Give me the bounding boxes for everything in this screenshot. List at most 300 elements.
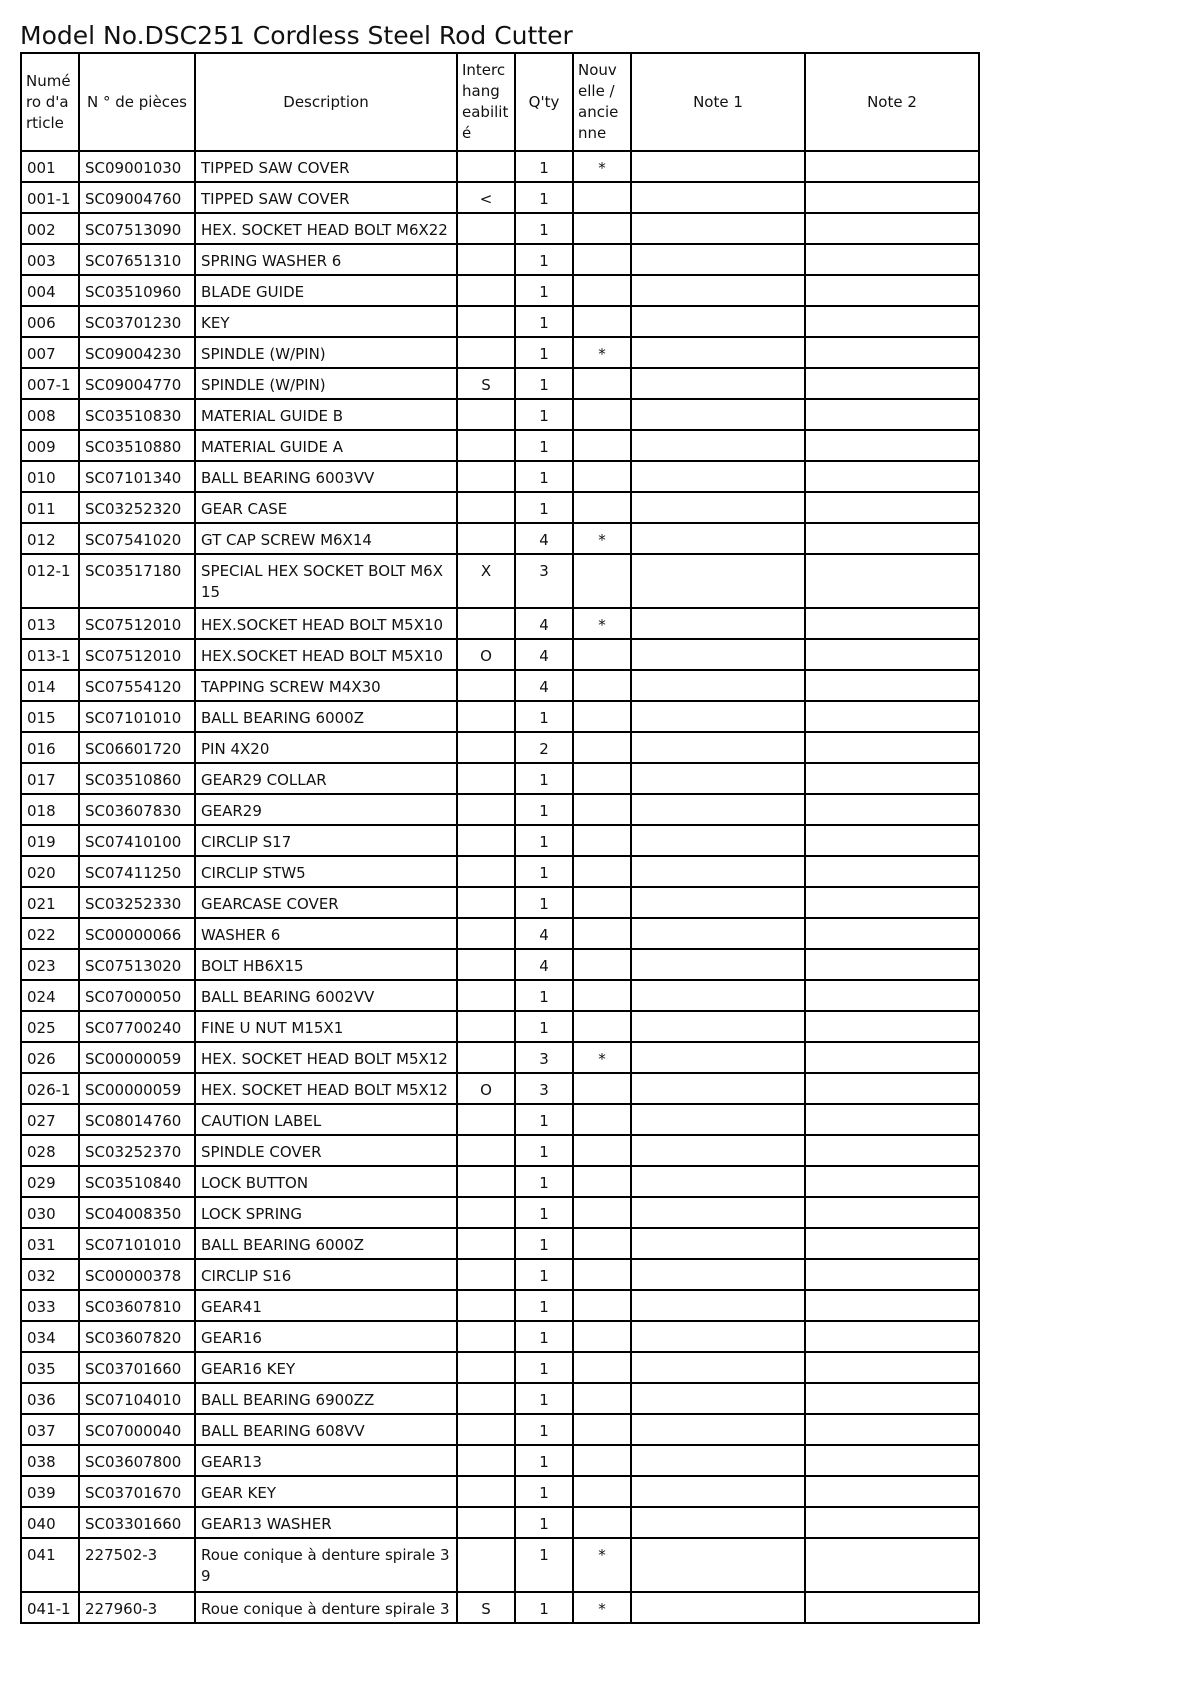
note-2-cell [805, 1414, 979, 1445]
note-1-cell [631, 763, 805, 794]
table-row [21, 492, 979, 523]
item-number-cell: 028 [21, 1135, 79, 1166]
note-2-cell [805, 523, 979, 554]
quantity-cell: 1 [515, 1476, 573, 1507]
new-old-cell: * [573, 337, 631, 368]
new-old-cell [573, 492, 631, 523]
description-cell: GEAR13 [195, 1445, 457, 1476]
note-1-cell [631, 1383, 805, 1414]
new-old-cell: * [573, 608, 631, 639]
description-cell: HEX.SOCKET HEAD BOLT M5X10 [195, 639, 457, 670]
item-number-cell: 021 [21, 887, 79, 918]
quantity-cell: 1 [515, 1228, 573, 1259]
table-row [21, 980, 979, 1011]
quantity-cell: 3 [515, 1073, 573, 1104]
interchangeability-cell [457, 608, 515, 639]
interchangeability-cell [457, 430, 515, 461]
description-cell: GEAR13 WASHER [195, 1507, 457, 1538]
note-2-cell [805, 1104, 979, 1135]
note-2-cell [805, 1073, 979, 1104]
interchangeability-cell [457, 151, 515, 182]
new-old-cell [573, 980, 631, 1011]
table-row [21, 1476, 979, 1507]
header-item-number: Numé ro d'a rticle [21, 53, 79, 151]
table-row [21, 1538, 979, 1592]
interchangeability-cell [457, 399, 515, 430]
item-number-cell: 018 [21, 794, 79, 825]
note-2-cell [805, 918, 979, 949]
note-1-cell [631, 182, 805, 213]
table-row [21, 1414, 979, 1445]
note-2-cell [805, 639, 979, 670]
part-number-cell: SC03510840 [79, 1166, 195, 1197]
description-cell: CIRCLIP S16 [195, 1259, 457, 1290]
note-1-cell [631, 1135, 805, 1166]
note-2-cell [805, 1476, 979, 1507]
quantity-cell: 1 [515, 1259, 573, 1290]
note-1-cell [631, 213, 805, 244]
part-number-cell: SC04008350 [79, 1197, 195, 1228]
description-cell: Roue conique à denture spirale 3 9 [195, 1538, 457, 1592]
description-cell: TAPPING SCREW M4X30 [195, 670, 457, 701]
interchangeability-cell [457, 1538, 515, 1592]
description-cell: GEAR16 [195, 1321, 457, 1352]
note-1-cell [631, 639, 805, 670]
note-2-cell [805, 980, 979, 1011]
interchangeability-cell [457, 1166, 515, 1197]
interchangeability-cell [457, 1228, 515, 1259]
header-interchangeability: Interc hang eabilit é [457, 53, 515, 151]
part-number-cell: SC03252320 [79, 492, 195, 523]
quantity-cell: 1 [515, 430, 573, 461]
header-note-2: Note 2 [805, 53, 979, 151]
quantity-cell: 4 [515, 639, 573, 670]
interchangeability-cell [457, 1042, 515, 1073]
quantity-cell: 3 [515, 1042, 573, 1073]
part-number-cell: SC03510830 [79, 399, 195, 430]
part-number-cell: SC07411250 [79, 856, 195, 887]
description-cell: LOCK BUTTON [195, 1166, 457, 1197]
quantity-cell: 4 [515, 608, 573, 639]
description-cell: BALL BEARING 6000Z [195, 701, 457, 732]
part-number-cell: SC07512010 [79, 608, 195, 639]
note-2-cell [805, 949, 979, 980]
new-old-cell [573, 213, 631, 244]
table-row [21, 1011, 979, 1042]
part-number-cell: 227502-3 [79, 1538, 195, 1592]
quantity-cell: 1 [515, 1197, 573, 1228]
quantity-cell: 1 [515, 825, 573, 856]
new-old-cell [573, 794, 631, 825]
new-old-cell: * [573, 1042, 631, 1073]
interchangeability-cell [457, 763, 515, 794]
part-number-cell: SC00000378 [79, 1259, 195, 1290]
part-number-cell: SC03301660 [79, 1507, 195, 1538]
quantity-cell: 1 [515, 182, 573, 213]
interchangeability-cell: O [457, 639, 515, 670]
item-number-cell: 001-1 [21, 182, 79, 213]
new-old-cell [573, 1321, 631, 1352]
item-number-cell: 040 [21, 1507, 79, 1538]
item-number-cell: 039 [21, 1476, 79, 1507]
description-cell: BALL BEARING 6002VV [195, 980, 457, 1011]
interchangeability-cell [457, 1445, 515, 1476]
note-2-cell [805, 701, 979, 732]
part-number-cell: 227960-3 [79, 1592, 195, 1623]
note-1-cell [631, 1592, 805, 1623]
table-row [21, 949, 979, 980]
interchangeability-cell [457, 1135, 515, 1166]
table-row [21, 763, 979, 794]
item-number-cell: 033 [21, 1290, 79, 1321]
description-cell: FINE U NUT M15X1 [195, 1011, 457, 1042]
part-number-cell: SC07541020 [79, 523, 195, 554]
new-old-cell [573, 732, 631, 763]
item-number-cell: 003 [21, 244, 79, 275]
part-number-cell: SC07000050 [79, 980, 195, 1011]
new-old-cell [573, 918, 631, 949]
interchangeability-cell [457, 918, 515, 949]
new-old-cell [573, 306, 631, 337]
table-row [21, 461, 979, 492]
item-number-cell: 011 [21, 492, 79, 523]
interchangeability-cell: O [457, 1073, 515, 1104]
note-2-cell [805, 213, 979, 244]
note-1-cell [631, 949, 805, 980]
table-row [21, 151, 979, 182]
interchangeability-cell [457, 461, 515, 492]
part-number-cell: SC00000059 [79, 1042, 195, 1073]
table-row [21, 182, 979, 213]
description-cell: SPECIAL HEX SOCKET BOLT M6X 15 [195, 554, 457, 608]
header-description: Description [195, 53, 457, 151]
note-1-cell [631, 1197, 805, 1228]
table-row [21, 887, 979, 918]
table-row [21, 1445, 979, 1476]
quantity-cell: 1 [515, 1592, 573, 1623]
note-2-cell [805, 399, 979, 430]
table-row [21, 430, 979, 461]
quantity-cell: 1 [515, 1352, 573, 1383]
header-row [21, 53, 979, 151]
note-1-cell [631, 430, 805, 461]
description-cell: CIRCLIP S17 [195, 825, 457, 856]
new-old-cell [573, 949, 631, 980]
new-old-cell [573, 182, 631, 213]
table-row [21, 1197, 979, 1228]
note-2-cell [805, 670, 979, 701]
interchangeability-cell [457, 337, 515, 368]
note-1-cell [631, 1228, 805, 1259]
item-number-cell: 022 [21, 918, 79, 949]
page-title: Model No.DSC251 Cordless Steel Rod Cutter [20, 21, 573, 50]
interchangeability-cell [457, 1321, 515, 1352]
table-row [21, 1073, 979, 1104]
interchangeability-cell [457, 670, 515, 701]
note-1-cell [631, 1042, 805, 1073]
description-cell: GEAR29 [195, 794, 457, 825]
interchangeability-cell [457, 949, 515, 980]
quantity-cell: 4 [515, 670, 573, 701]
quantity-cell: 1 [515, 763, 573, 794]
interchangeability-cell: X [457, 554, 515, 608]
item-number-cell: 017 [21, 763, 79, 794]
note-1-cell [631, 523, 805, 554]
interchangeability-cell [457, 1507, 515, 1538]
note-1-cell [631, 337, 805, 368]
description-cell: GEAR16 KEY [195, 1352, 457, 1383]
note-2-cell [805, 1259, 979, 1290]
note-2-cell [805, 1290, 979, 1321]
item-number-cell: 037 [21, 1414, 79, 1445]
item-number-cell: 032 [21, 1259, 79, 1290]
interchangeability-cell [457, 1197, 515, 1228]
note-1-cell [631, 887, 805, 918]
note-2-cell [805, 430, 979, 461]
item-number-cell: 019 [21, 825, 79, 856]
interchangeability-cell [457, 306, 515, 337]
note-2-cell [805, 794, 979, 825]
table-row [21, 670, 979, 701]
item-number-cell: 007-1 [21, 368, 79, 399]
new-old-cell [573, 1445, 631, 1476]
new-old-cell [573, 1352, 631, 1383]
part-number-cell: SC03701670 [79, 1476, 195, 1507]
note-1-cell [631, 1507, 805, 1538]
item-number-cell: 013-1 [21, 639, 79, 670]
interchangeability-cell [457, 701, 515, 732]
description-cell: HEX. SOCKET HEAD BOLT M6X22 [195, 213, 457, 244]
table-row [21, 825, 979, 856]
description-cell: CIRCLIP STW5 [195, 856, 457, 887]
interchangeability-cell [457, 825, 515, 856]
quantity-cell: 1 [515, 980, 573, 1011]
new-old-cell [573, 1104, 631, 1135]
quantity-cell: 1 [515, 244, 573, 275]
description-cell: GEAR KEY [195, 1476, 457, 1507]
table-row [21, 794, 979, 825]
part-number-cell: SC03252330 [79, 887, 195, 918]
item-number-cell: 034 [21, 1321, 79, 1352]
note-2-cell [805, 368, 979, 399]
part-number-cell: SC06601720 [79, 732, 195, 763]
new-old-cell [573, 1259, 631, 1290]
table-body [21, 151, 979, 1623]
part-number-cell: SC07101010 [79, 701, 195, 732]
quantity-cell: 1 [515, 492, 573, 523]
new-old-cell [573, 1166, 631, 1197]
quantity-cell: 1 [515, 887, 573, 918]
note-2-cell [805, 1352, 979, 1383]
description-cell: MATERIAL GUIDE A [195, 430, 457, 461]
note-2-cell [805, 825, 979, 856]
new-old-cell [573, 639, 631, 670]
item-number-cell: 027 [21, 1104, 79, 1135]
table-row [21, 1104, 979, 1135]
description-cell: BLADE GUIDE [195, 275, 457, 306]
note-1-cell [631, 1011, 805, 1042]
note-1-cell [631, 825, 805, 856]
quantity-cell: 1 [515, 1290, 573, 1321]
item-number-cell: 026-1 [21, 1073, 79, 1104]
part-number-cell: SC07513020 [79, 949, 195, 980]
note-2-cell [805, 182, 979, 213]
item-number-cell: 035 [21, 1352, 79, 1383]
new-old-cell [573, 1476, 631, 1507]
new-old-cell [573, 244, 631, 275]
note-1-cell [631, 856, 805, 887]
description-cell: TIPPED SAW COVER [195, 151, 457, 182]
note-1-cell [631, 275, 805, 306]
note-2-cell [805, 151, 979, 182]
quantity-cell: 1 [515, 1383, 573, 1414]
new-old-cell [573, 1507, 631, 1538]
part-number-cell: SC00000066 [79, 918, 195, 949]
quantity-cell: 1 [515, 337, 573, 368]
item-number-cell: 038 [21, 1445, 79, 1476]
item-number-cell: 041 [21, 1538, 79, 1592]
note-2-cell [805, 337, 979, 368]
part-number-cell: SC03607830 [79, 794, 195, 825]
item-number-cell: 030 [21, 1197, 79, 1228]
part-number-cell: SC09004760 [79, 182, 195, 213]
part-number-cell: SC03517180 [79, 554, 195, 608]
new-old-cell [573, 1290, 631, 1321]
item-number-cell: 013 [21, 608, 79, 639]
table-row [21, 1383, 979, 1414]
table-row [21, 275, 979, 306]
table-row [21, 1321, 979, 1352]
note-2-cell [805, 887, 979, 918]
interchangeability-cell: S [457, 1592, 515, 1623]
table-row [21, 337, 979, 368]
item-number-cell: 025 [21, 1011, 79, 1042]
table-row [21, 608, 979, 639]
item-number-cell: 036 [21, 1383, 79, 1414]
header-new-old: Nouv elle / ancie nne [573, 53, 631, 151]
note-2-cell [805, 1166, 979, 1197]
new-old-cell [573, 1135, 631, 1166]
interchangeability-cell [457, 1383, 515, 1414]
note-2-cell [805, 1538, 979, 1592]
table-row [21, 1042, 979, 1073]
note-1-cell [631, 368, 805, 399]
table-row [21, 1259, 979, 1290]
part-number-cell: SC09001030 [79, 151, 195, 182]
header-quantity: Q'ty [515, 53, 573, 151]
table-row [21, 1352, 979, 1383]
new-old-cell [573, 399, 631, 430]
description-cell: BALL BEARING 6900ZZ [195, 1383, 457, 1414]
item-number-cell: 023 [21, 949, 79, 980]
interchangeability-cell [457, 732, 515, 763]
interchangeability-cell [457, 856, 515, 887]
note-2-cell [805, 1383, 979, 1414]
note-1-cell [631, 1104, 805, 1135]
description-cell: SPINDLE COVER [195, 1135, 457, 1166]
description-cell: MATERIAL GUIDE B [195, 399, 457, 430]
item-number-cell: 029 [21, 1166, 79, 1197]
note-2-cell [805, 1135, 979, 1166]
item-number-cell: 026 [21, 1042, 79, 1073]
quantity-cell: 2 [515, 732, 573, 763]
item-number-cell: 012-1 [21, 554, 79, 608]
note-1-cell [631, 1073, 805, 1104]
note-2-cell [805, 763, 979, 794]
table-row [21, 368, 979, 399]
new-old-cell [573, 1383, 631, 1414]
new-old-cell [573, 1197, 631, 1228]
interchangeability-cell [457, 275, 515, 306]
note-1-cell [631, 701, 805, 732]
interchangeability-cell [457, 523, 515, 554]
note-1-cell [631, 1290, 805, 1321]
item-number-cell: 006 [21, 306, 79, 337]
note-1-cell [631, 151, 805, 182]
quantity-cell: 1 [515, 275, 573, 306]
quantity-cell: 4 [515, 918, 573, 949]
quantity-cell: 1 [515, 856, 573, 887]
table-row [21, 1228, 979, 1259]
note-1-cell [631, 608, 805, 639]
new-old-cell [573, 430, 631, 461]
quantity-cell: 1 [515, 1414, 573, 1445]
note-2-cell [805, 1042, 979, 1073]
table-row [21, 856, 979, 887]
note-2-cell [805, 306, 979, 337]
interchangeability-cell: < [457, 182, 515, 213]
quantity-cell: 1 [515, 151, 573, 182]
interchangeability-cell [457, 1414, 515, 1445]
description-cell: CAUTION LABEL [195, 1104, 457, 1135]
quantity-cell: 1 [515, 1538, 573, 1592]
header-note-1: Note 1 [631, 53, 805, 151]
interchangeability-cell [457, 492, 515, 523]
interchangeability-cell [457, 887, 515, 918]
new-old-cell [573, 670, 631, 701]
new-old-cell [573, 1073, 631, 1104]
part-number-cell: SC07410100 [79, 825, 195, 856]
table-row [21, 213, 979, 244]
note-1-cell [631, 1445, 805, 1476]
quantity-cell: 1 [515, 1507, 573, 1538]
item-number-cell: 012 [21, 523, 79, 554]
item-number-cell: 004 [21, 275, 79, 306]
new-old-cell: * [573, 1592, 631, 1623]
description-cell: SPINDLE (W/PIN) [195, 337, 457, 368]
table-row [21, 1592, 979, 1623]
interchangeability-cell [457, 244, 515, 275]
table-row [21, 306, 979, 337]
part-number-cell: SC07700240 [79, 1011, 195, 1042]
item-number-cell: 014 [21, 670, 79, 701]
quantity-cell: 4 [515, 523, 573, 554]
description-cell: BOLT HB6X15 [195, 949, 457, 980]
note-2-cell [805, 1228, 979, 1259]
part-number-cell: SC03607820 [79, 1321, 195, 1352]
quantity-cell: 1 [515, 1445, 573, 1476]
part-number-cell: SC03607800 [79, 1445, 195, 1476]
part-number-cell: SC03607810 [79, 1290, 195, 1321]
description-cell: GT CAP SCREW M6X14 [195, 523, 457, 554]
quantity-cell: 3 [515, 554, 573, 608]
description-cell: HEX. SOCKET HEAD BOLT M5X12 [195, 1073, 457, 1104]
note-2-cell [805, 856, 979, 887]
quantity-cell: 1 [515, 461, 573, 492]
new-old-cell: * [573, 151, 631, 182]
note-2-cell [805, 1011, 979, 1042]
table-row [21, 918, 979, 949]
